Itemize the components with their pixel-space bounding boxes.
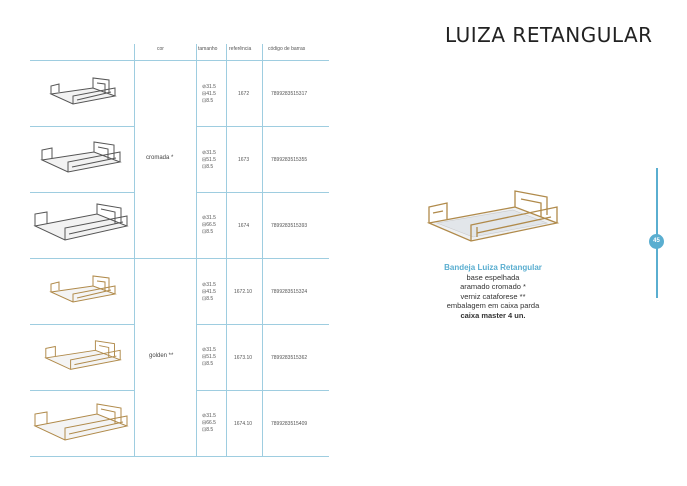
dimensions: ⊘31.5 ⊟66.5 ⊡8.5 (202, 215, 216, 235)
tray-thumbnail-chrome (31, 200, 131, 248)
barcode: 7899283515362 (271, 355, 308, 361)
row-divider (196, 192, 329, 193)
dimensions: ⊘31.5 ⊟51.5 ⊡8.5 (202, 150, 216, 170)
barcode: 7899283515393 (271, 223, 308, 229)
row-divider (30, 456, 329, 457)
tray-thumbnail-gold (47, 272, 119, 310)
product-name: Bandeja Luiza Retangular (444, 263, 542, 272)
page-number-badge: 45 (649, 234, 664, 249)
product-line: verniz cataforese ** (460, 291, 526, 301)
product-line: embalagem em caixa parda (446, 301, 540, 310)
header-tamanho: tamanho (198, 46, 218, 52)
dimensions: ⊘31.5 ⊟51.5 ⊡8.5 (202, 347, 216, 367)
finish-golden: golden ** (149, 353, 174, 359)
header-cor: cor (157, 46, 164, 52)
header-codigo: código de barras (268, 46, 306, 52)
row-divider (196, 324, 329, 325)
product-line: aramado cromado * (460, 282, 526, 291)
dimensions: ⊘31.5 ⊟66.5 ⊡8.5 (202, 413, 216, 433)
column-divider (262, 44, 263, 456)
reference: 1674 (238, 223, 250, 229)
dimensions: ⊘31.5 ⊟41.5 ⊡8.5 (202, 282, 216, 302)
row-divider (30, 60, 329, 61)
column-divider (134, 44, 135, 456)
row-divider (30, 390, 134, 391)
reference: 1672.10 (234, 289, 253, 295)
header-referencia: referência (229, 46, 252, 52)
tray-thumbnail-gold (31, 400, 131, 448)
tray-thumbnail-chrome (38, 138, 124, 180)
barcode: 7899283515355 (271, 157, 308, 163)
product-description (418, 263, 568, 320)
column-divider (196, 44, 197, 456)
row-divider (30, 324, 134, 325)
row-divider (30, 192, 134, 193)
page-title: LUIZA RETANGULAR (445, 23, 653, 47)
side-accent-line (656, 168, 658, 298)
reference: 1672 (238, 91, 250, 97)
dimensions: ⊘31.5 ⊟41.5 ⊡8.5 (202, 84, 216, 104)
reference: 1673 (238, 157, 250, 163)
column-divider (226, 44, 227, 456)
row-divider (196, 126, 329, 127)
barcode: 7899283515324 (271, 289, 308, 295)
barcode: 7899283515317 (271, 91, 308, 97)
product-image-tray (423, 185, 561, 257)
row-divider (196, 390, 329, 391)
product-line: base espelhada (466, 272, 520, 282)
reference: 1673.10 (234, 355, 253, 361)
product-master-box: caixa master 4 un. (460, 310, 526, 320)
tray-thumbnail-chrome (47, 74, 119, 112)
row-divider (30, 126, 134, 127)
row-divider (30, 258, 329, 259)
finish-cromada: cromada * (146, 155, 174, 161)
tray-thumbnail-gold (42, 336, 124, 378)
reference: 1674.10 (234, 421, 253, 427)
barcode: 7899283515409 (271, 421, 308, 427)
